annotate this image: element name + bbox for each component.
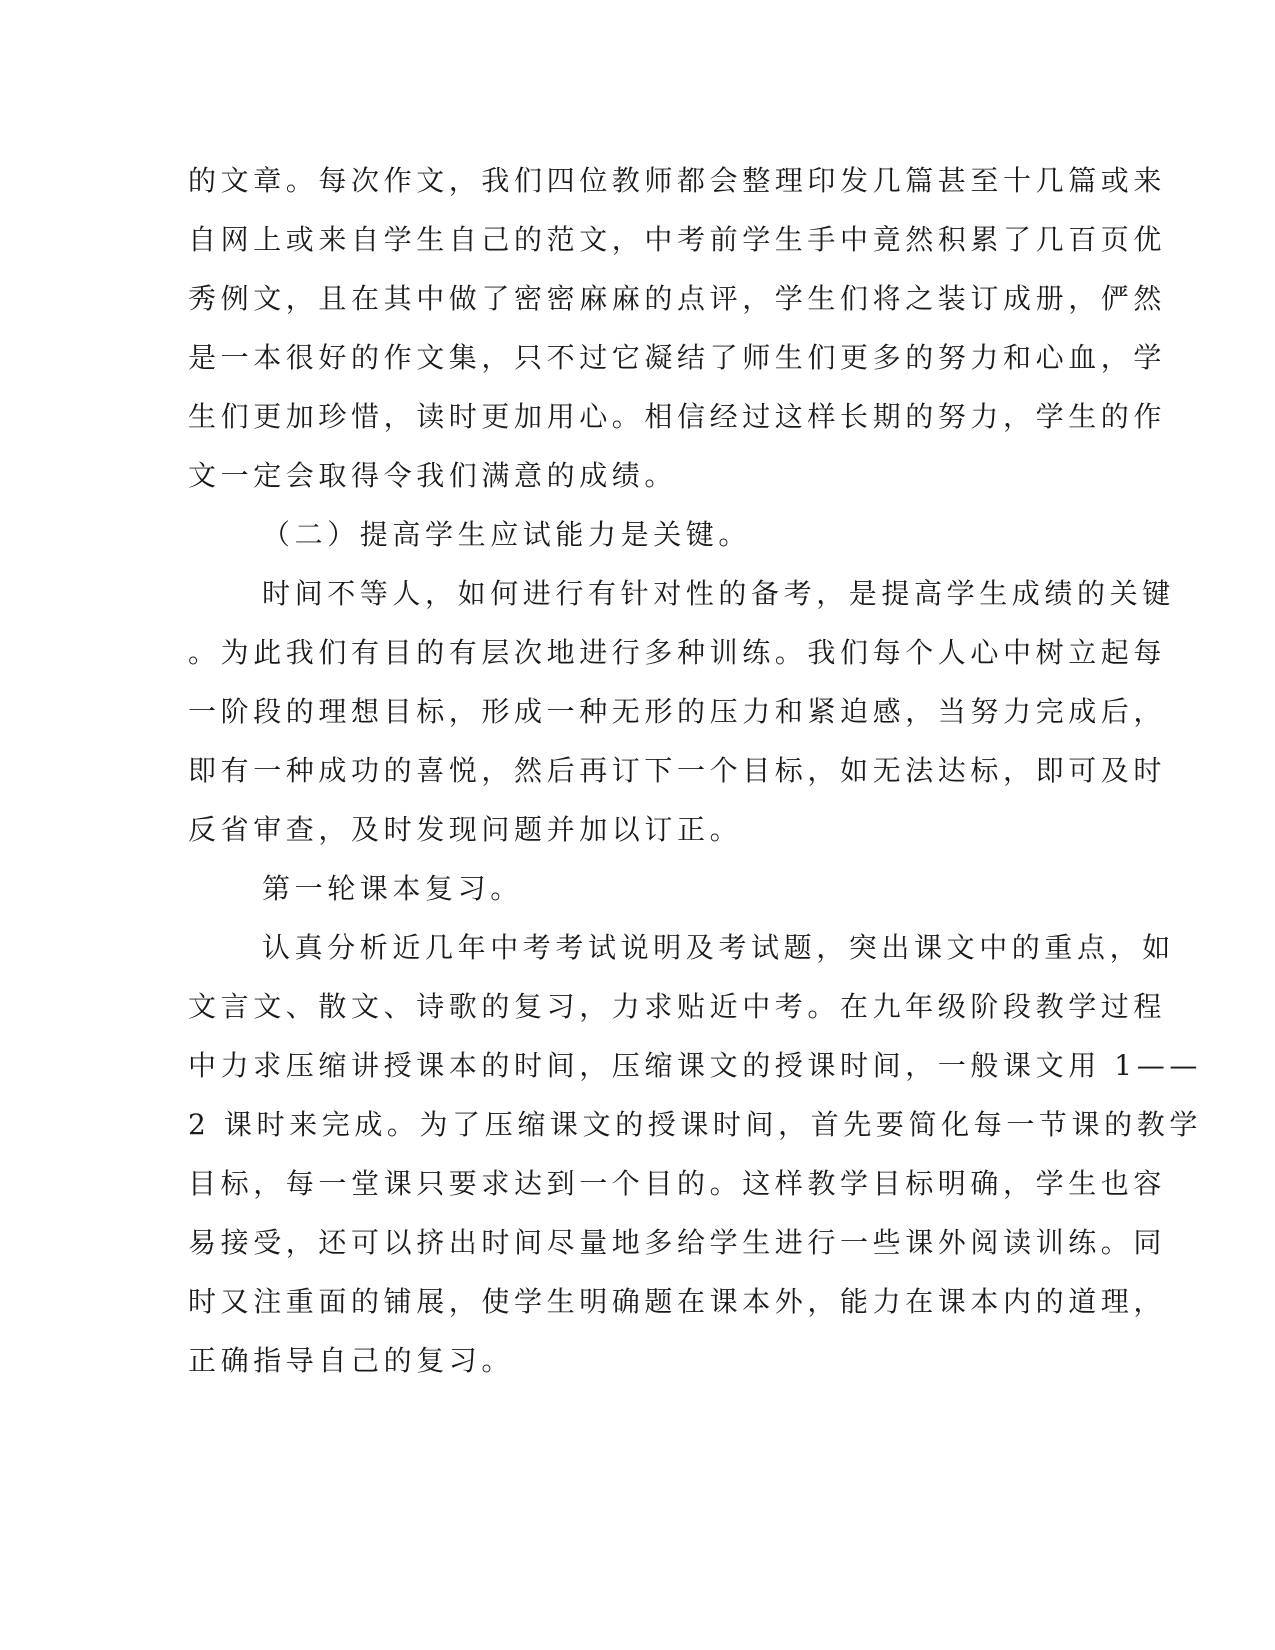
paragraph-3-line-8: 正确指导自己的复习。 — [188, 1344, 515, 1377]
paragraph-3-line-3: 中力求压缩讲授课本的时间，压缩课文的授课时间，一般课文用 1—— — [188, 1049, 1202, 1082]
paragraph-3-line-5: 目标，每一堂课只要求达到一个目的。这样教学目标明确，学生也容 — [188, 1167, 1167, 1200]
paragraph-1-line-3: 秀例文，且在其中做了密密麻麻的点评，学生们将之装订成册，俨然 — [188, 282, 1167, 315]
paragraph-2-line-3: 一阶段的理想目标，形成一种无形的压力和紧迫感，当努力完成后， — [188, 695, 1167, 728]
paragraph-1-line-1: 的文章。每次作文，我们四位教师都会整理印发几篇甚至十几篇或来 — [188, 164, 1167, 197]
paragraph-2-line-2: 。为此我们有目的有层次地进行多种训练。我们每个人心中树立起每 — [188, 636, 1167, 669]
paragraph-2-line-5: 反省审查，及时发现问题并加以订正。 — [188, 813, 743, 846]
paragraph-3-line-7: 时又注重面的铺展，使学生明确题在课本外，能力在课本内的道理， — [188, 1285, 1167, 1318]
paragraph-1-line-5: 生们更加珍惜，读时更加用心。相信经过这样长期的努力，学生的作 — [188, 400, 1167, 433]
paragraph-2-line-1: 时间不等人，如何进行有针对性的备考，是提高学生成绩的关键 — [262, 577, 1175, 610]
paragraph-3-line-2: 文言文、散文、诗歌的复习，力求贴近中考。在九年级阶段教学过程 — [188, 990, 1167, 1023]
paragraph-3-line-4: 2 课时来完成。为了压缩课文的授课时间，首先要简化每一节课的教学 — [188, 1108, 1202, 1141]
paragraph-3-line-1: 认真分析近几年中考考试说明及考试题，突出课文中的重点，如 — [262, 931, 1175, 964]
section-heading: （二）提高学生应试能力是关键。 — [262, 518, 752, 551]
paragraph-1-line-4: 是一本很好的作文集，只不过它凝结了师生们更多的努力和心血，学 — [188, 341, 1167, 374]
paragraph-3-line-6: 易接受，还可以挤出时间尽量地多给学生进行一些课外阅读训练。同 — [188, 1226, 1167, 1259]
paragraph-2-line-4: 即有一种成功的喜悦，然后再订下一个目标，如无法达标，即可及时 — [188, 754, 1167, 787]
paragraph-1-line-2: 自网上或来自学生自己的范文，中考前学生手中竟然积累了几百页优 — [188, 223, 1167, 256]
paragraph-1-line-6: 文一定会取得令我们满意的成绩。 — [188, 459, 678, 492]
subheading: 第一轮课本复习。 — [262, 872, 523, 905]
